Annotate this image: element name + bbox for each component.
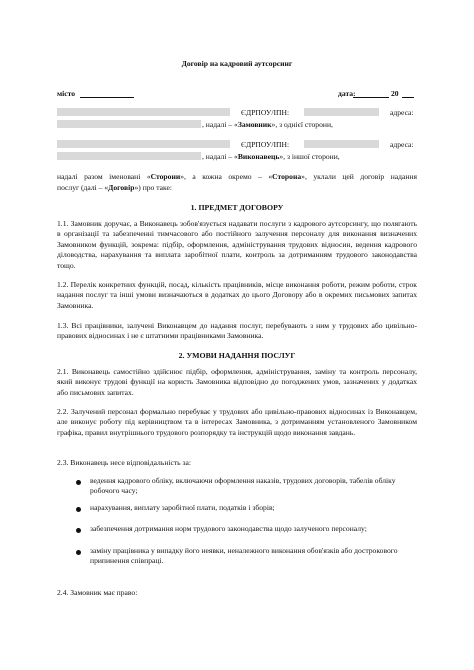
intro-text: надалі разом іменовані « (57, 172, 151, 181)
intro-line-2 (57, 183, 172, 193)
document-title: Договір на кадровий аутсорсинг (181, 59, 293, 68)
clause-1-1: 1.1. Замовник доручає, а Виконавець зобов'язується надавати послуги з кадрового аутсорсингу, що полягають в організації та забезпеченні тимчасового або постійного залучення персоналу для виконання визначених Замовником функцій, зокрема: підбір, оформлення, адміністрування трудових відносин, ведення кадрового діловодства, нарахування та виплата заробітної плати, контроль за дотриманням трудового законодавства тощо. (57, 219, 417, 270)
party2-role: Виконавець (237, 152, 280, 161)
bullet-icon (76, 550, 81, 555)
bullet-icon (76, 528, 81, 533)
bullet-icon (76, 507, 81, 512)
intro-party-term: Сторона (272, 172, 302, 181)
intro-parties-term: Сторони (150, 172, 181, 181)
party1-role: Замовник (237, 120, 272, 129)
bullet-icon (76, 480, 81, 485)
section2-heading: 2. УМОВИ НАДАННЯ ПОСЛУГ (178, 351, 296, 360)
party2-hereinafter-prefix: , надалі – « (202, 152, 238, 161)
intro-text: », уклали цей договір надання (301, 172, 417, 181)
party2-address-label: адреса: (390, 140, 414, 149)
year-field[interactable] (402, 97, 414, 98)
intro-line-1 (57, 172, 417, 182)
party1-hereinafter (202, 120, 333, 130)
party2-name-field[interactable] (57, 140, 230, 148)
list-item: забезпечення дотримання норм трудового законодавства щодо залученого персоналу; (90, 524, 367, 533)
city-label: місто (57, 89, 76, 98)
party2-edrpou-field[interactable] (304, 140, 379, 148)
party1-edrpou-label: ЄДРПОУ/ІПН: (241, 108, 290, 117)
clause-2-2: 2.2. Залучений персонал формально перебуває у трудових або цивільно-правових відносинах із Виконавцем, але виконує роботу під керівництвом та в інтересах Замовника, з дотриманням установленого Замовником графіка, правил внутрішнього трудового розпорядку та інструкцій щодо виконання завдань. (57, 407, 417, 437)
clause-2-4: 2.4. Замовник має право: (57, 588, 138, 597)
party2-hereinafter (202, 152, 340, 162)
date-label: дата: (338, 89, 356, 98)
intro-text: ») про таке: (134, 183, 173, 192)
party2-edrpou-label: ЄДРПОУ/ІПН: (241, 140, 290, 149)
section1-heading: 1. ПРЕДМЕТ ДОГОВОРУ (190, 203, 284, 212)
party1-address-label: адреса: (390, 108, 414, 117)
intro-text: послуг (далі – « (57, 183, 109, 192)
date-field[interactable] (353, 97, 389, 98)
date-year: 20 (391, 89, 399, 98)
party2-hereinafter-suffix: », з іншої сторони, (279, 152, 340, 161)
clause-1-3: 1.3. Всі працівники, залучені Виконавцем до надання послуг, перебувають з ним у трудових або цивільно-правових відносинах і не є штатними працівниками Замовника. (57, 321, 417, 341)
list-item: нарахування, виплату заробітної плати, податків і зборів; (90, 503, 275, 512)
clause-2-3: 2.3. Виконавець несе відповідальність за: (57, 458, 192, 467)
list-item: ведення кадрового обліку, включаючи оформлення наказів, трудових договорів, табелів обліку робочого часу; (90, 476, 396, 496)
clause-2-1: 2.1. Виконавець самостійно здійснює підбір, оформлення, адміністрування, заміну та контроль персоналу, який виконує трудові функції на користь Замовника відповідно до погоджених умов, зазначених у додатках або письмових запитах. (57, 367, 417, 397)
clause-1-2: 1.2. Перелік конкретних функцій, посад, кількість працівників, місце виконання роботи, режим роботи, строк надання послуг та інші умови визначаються в додатках до цього Договору або в окремих письмових запитах Замовника. (57, 280, 417, 310)
party1-address-field[interactable] (57, 120, 201, 128)
list-item: заміну працівника у випадку його неявки, неналежного виконання обов'язків або дострокового припинення співпраці. (90, 546, 398, 566)
intro-text: », а кожна окремо – « (180, 172, 273, 181)
party1-name-field[interactable] (57, 108, 230, 116)
intro-contract-term: Договір (108, 183, 135, 192)
party1-edrpou-field[interactable] (304, 108, 379, 116)
city-field[interactable] (80, 97, 134, 98)
party1-hereinafter-prefix: , надалі – « (202, 120, 238, 129)
party2-address-field[interactable] (57, 152, 201, 160)
party1-hereinafter-suffix: », з однієї сторони, (271, 120, 333, 129)
